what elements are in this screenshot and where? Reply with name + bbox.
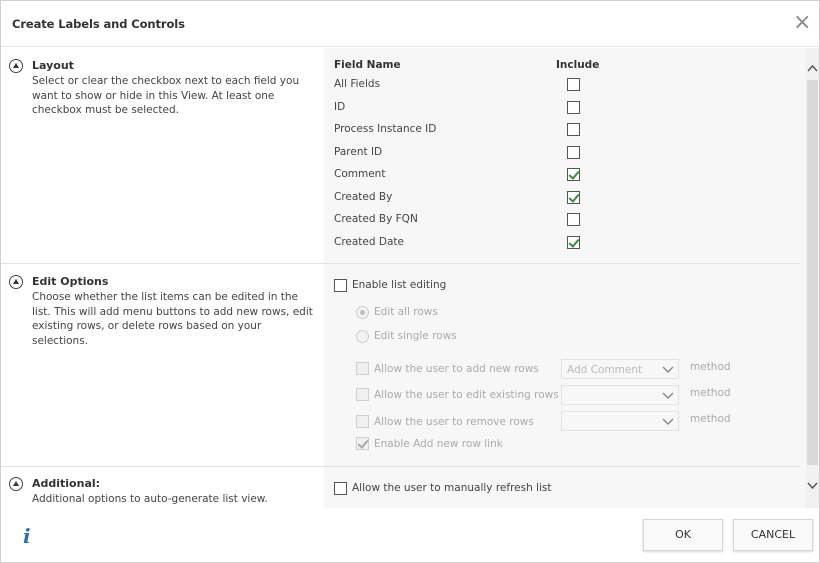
manual-refresh-label: Allow the user to manually refresh list — [352, 482, 552, 494]
field-name-label: ID — [334, 100, 346, 113]
field-name-header: Field Name — [334, 59, 401, 71]
edit-options-description: Choose whether the list items can be edited in the list. This will add menu buttons to add new rows, edit existing rows, or delete rows based on your selections. — [32, 291, 313, 347]
include-checkbox[interactable] — [567, 213, 580, 226]
enable-list-editing-checkbox[interactable] — [334, 279, 347, 292]
include-checkbox[interactable] — [567, 101, 580, 114]
field-name-label: Comment — [334, 168, 386, 180]
collapse-toggle-icon[interactable] — [9, 477, 23, 491]
remove-method-label: method — [690, 413, 731, 425]
field-name-label: Process Instance ID — [334, 123, 437, 135]
field-name-label: Parent ID — [334, 145, 383, 158]
chevron-down-icon — [661, 362, 675, 376]
collapse-toggle-icon[interactable] — [9, 59, 23, 73]
scrollbar-thumb[interactable] — [807, 80, 818, 465]
include-checkbox[interactable] — [567, 146, 580, 159]
divider — [324, 263, 800, 264]
dialog-titlebar — [1, 1, 819, 47]
edit-all-rows-radio[interactable] — [356, 306, 369, 319]
divider — [1, 263, 324, 264]
allow-edit-rows-checkbox[interactable] — [356, 388, 369, 401]
chevron-down-icon — [661, 414, 675, 428]
field-name-label: Created By FQN — [334, 213, 418, 225]
dialog-title: Create Labels and Controls — [12, 17, 185, 31]
dialog-footer — [1, 508, 819, 562]
enable-list-editing-label: Enable list editing — [352, 279, 447, 291]
info-icon[interactable]: i — [23, 524, 31, 548]
edit-single-rows-radio[interactable] — [356, 330, 369, 343]
allow-remove-rows-label: Allow the user to remove rows — [374, 416, 534, 428]
include-checkbox[interactable] — [567, 123, 580, 136]
edit-all-rows-label: Edit all rows — [374, 306, 438, 318]
layout-title: Layout — [32, 59, 74, 72]
edit-single-rows-label: Edit single rows — [374, 330, 457, 342]
close-icon[interactable]: × — [793, 10, 812, 35]
field-name-label: Created Date — [334, 235, 404, 248]
chevron-down-icon — [661, 388, 675, 402]
additional-description: Additional options to auto-generate list view. — [32, 493, 268, 505]
enable-add-link-label: Enable Add new row link — [374, 438, 503, 450]
include-header: Include — [556, 59, 600, 71]
edit-method-select[interactable] — [561, 385, 679, 405]
include-checkbox[interactable] — [567, 78, 580, 91]
chevron-up-icon[interactable] — [806, 62, 819, 76]
allow-add-rows-label: Allow the user to add new rows — [374, 363, 539, 375]
include-checkbox[interactable] — [567, 191, 580, 204]
dialog-content — [1, 48, 819, 508]
collapse-toggle-icon[interactable] — [9, 275, 23, 289]
allow-remove-rows-checkbox[interactable] — [356, 415, 369, 428]
field-name-label: Created By — [334, 190, 393, 203]
enable-add-link-checkbox[interactable] — [356, 437, 369, 450]
edit-options-title: Edit Options — [32, 275, 109, 288]
cancel-button[interactable]: CANCEL — [733, 519, 813, 551]
include-checkbox[interactable] — [567, 236, 580, 249]
include-checkbox[interactable] — [567, 168, 580, 181]
additional-title: Additional: — [32, 477, 101, 490]
vertical-scrollbar[interactable] — [806, 48, 819, 508]
chevron-down-icon[interactable] — [806, 478, 819, 492]
manual-refresh-checkbox[interactable] — [334, 482, 347, 495]
layout-description: Select or clear the checkbox next to each field you want to show or hide in this View. At least one checkbox must be selected. — [32, 75, 300, 116]
add-method-value: Add Comment — [567, 364, 643, 376]
add-method-select[interactable] — [561, 359, 679, 379]
remove-method-select[interactable] — [561, 411, 679, 431]
field-name-label: All Fields — [334, 78, 381, 90]
add-method-label: method — [690, 361, 731, 373]
allow-edit-rows-label: Allow the user to edit existing rows — [374, 389, 559, 401]
ok-button[interactable]: OK — [643, 519, 723, 551]
divider — [1, 466, 324, 467]
edit-method-label: method — [690, 387, 731, 399]
allow-add-rows-checkbox[interactable] — [356, 362, 369, 375]
divider — [324, 466, 800, 467]
